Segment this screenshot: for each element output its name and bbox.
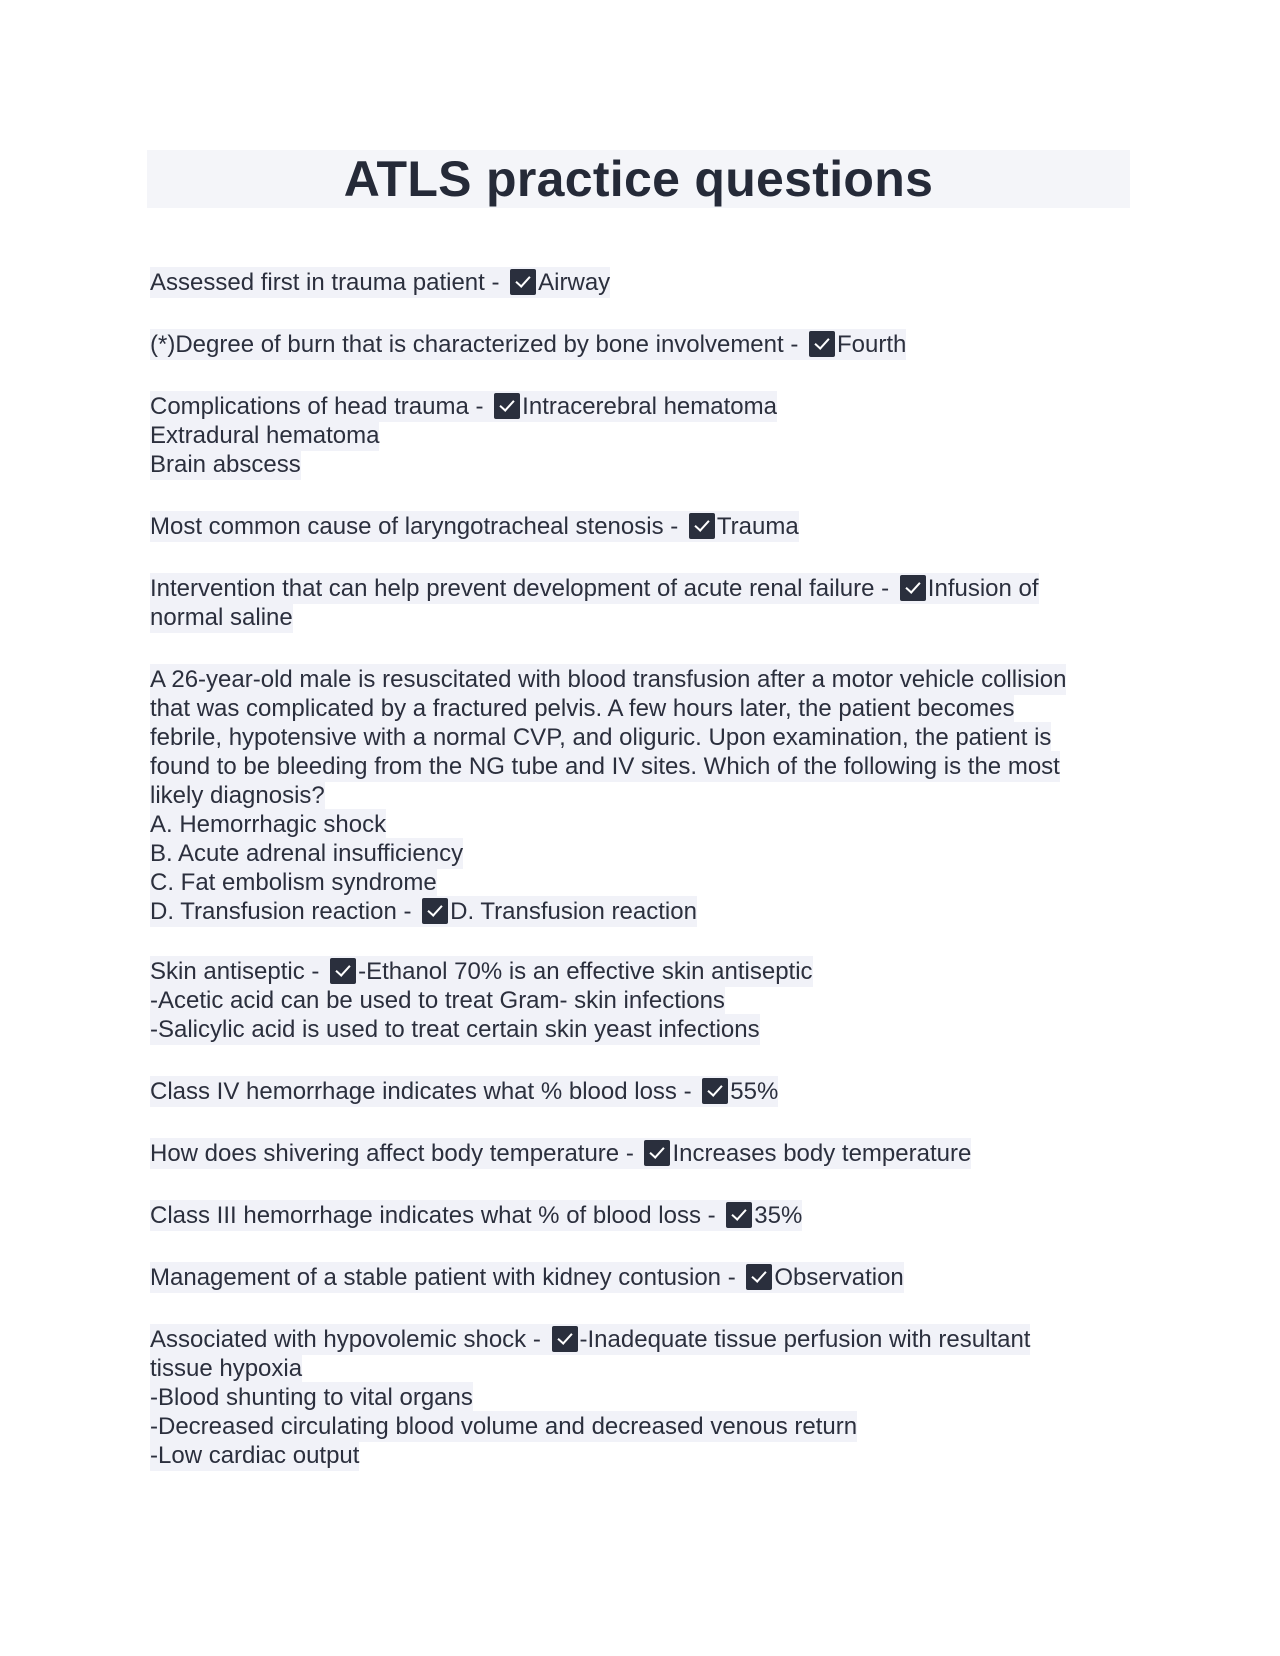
answer-text: Observation xyxy=(774,1264,904,1291)
answer-text: -Blood shunting to vital organs xyxy=(150,1384,473,1411)
question-text: How does shivering affect body temperature - xyxy=(150,1140,634,1167)
qa-item xyxy=(150,665,1130,926)
question-text: Assessed first in trauma patient - xyxy=(150,269,500,296)
qa-item xyxy=(150,268,1130,297)
qa-item xyxy=(150,512,1130,541)
check-box-icon xyxy=(330,958,356,984)
question-text: Class III hemorrhage indicates what % of blood loss - xyxy=(150,1202,716,1229)
check-box-icon xyxy=(510,269,536,295)
answer-text: -Ethanol 70% is an effective skin antiseptic xyxy=(358,958,813,985)
answer-text: normal saline xyxy=(150,604,293,631)
qa-item xyxy=(150,1263,1130,1292)
qa-item xyxy=(150,1201,1130,1230)
stem-text: likely diagnosis? xyxy=(150,782,325,809)
qa-item xyxy=(150,1139,1130,1168)
stem-text: found to be bleeding from the NG tube and IV sites. Which of the following is the most xyxy=(150,753,1060,780)
question-text: (*)Degree of burn that is characterized by bone involvement - xyxy=(150,331,799,358)
page-title: ATLS practice questions xyxy=(343,151,934,207)
qa-item xyxy=(150,574,1130,632)
title-banner xyxy=(147,150,1130,208)
stem-text: febrile, hypotensive with a normal CVP, and oliguric. Upon examination, the patient is xyxy=(150,724,1052,751)
check-box-icon xyxy=(422,898,448,924)
stem-text: that was complicated by a fractured pelvis. A few hours later, the patient becomes xyxy=(150,695,1015,722)
answer-text: -Low cardiac output xyxy=(150,1442,360,1469)
question-text: Skin antiseptic - xyxy=(150,958,320,985)
question-text: Class IV hemorrhage indicates what % blood loss - xyxy=(150,1078,692,1105)
answer-text: Increases body temperature xyxy=(672,1140,972,1167)
check-box-icon xyxy=(644,1140,670,1166)
check-box-icon xyxy=(900,575,926,601)
answer-text: -Acetic acid can be used to treat Gram- skin infections xyxy=(150,987,725,1014)
option-text: B. Acute adrenal insufficiency xyxy=(150,840,464,867)
check-box-icon xyxy=(726,1202,752,1228)
check-box-icon xyxy=(494,393,520,419)
qa-item xyxy=(150,957,1130,1044)
answer-text: D. Transfusion reaction xyxy=(450,898,697,925)
qa-item xyxy=(150,1325,1130,1470)
answer-text: 35% xyxy=(754,1202,803,1229)
check-box-icon xyxy=(746,1264,772,1290)
question-text: Most common cause of laryngotracheal stenosis - xyxy=(150,513,679,540)
qa-item xyxy=(150,392,1130,479)
question-text: Management of a stable patient with kidney contusion - xyxy=(150,1264,736,1291)
option-text: A. Hemorrhagic shock xyxy=(150,811,387,838)
answer-text: -Decreased circulating blood volume and decreased venous return xyxy=(150,1413,858,1440)
question-text: Complications of head trauma - xyxy=(150,393,484,420)
qa-list xyxy=(150,268,1130,1503)
answer-text: Extradural hematoma xyxy=(150,422,380,449)
question-text: Associated with hypovolemic shock - xyxy=(150,1326,541,1353)
answer-text: tissue hypoxia xyxy=(150,1355,303,1382)
check-box-icon xyxy=(552,1326,578,1352)
answer-text: Brain abscess xyxy=(150,451,301,478)
answer-text: Infusion of xyxy=(927,575,1039,602)
check-box-icon xyxy=(809,331,835,357)
qa-item xyxy=(150,1077,1130,1106)
question-text: D. Transfusion reaction - xyxy=(150,898,412,925)
answer-text: Fourth xyxy=(837,331,907,358)
answer-text: 55% xyxy=(730,1078,779,1105)
qa-item xyxy=(150,330,1130,359)
question-text: Intervention that can help prevent development of acute renal failure - xyxy=(150,575,890,602)
answer-text: Intracerebral hematoma xyxy=(522,393,777,420)
check-box-icon xyxy=(689,513,715,539)
answer-text: -Salicylic acid is used to treat certain skin yeast infections xyxy=(150,1016,760,1043)
answer-text: Trauma xyxy=(716,513,799,540)
stem-text: A 26-year-old male is resuscitated with blood transfusion after a motor vehicle collision xyxy=(150,666,1067,693)
answer-text: -Inadequate tissue perfusion with resultant xyxy=(579,1326,1031,1353)
option-text: C. Fat embolism syndrome xyxy=(150,869,437,896)
answer-text: Airway xyxy=(538,269,611,296)
check-box-icon xyxy=(702,1078,728,1104)
